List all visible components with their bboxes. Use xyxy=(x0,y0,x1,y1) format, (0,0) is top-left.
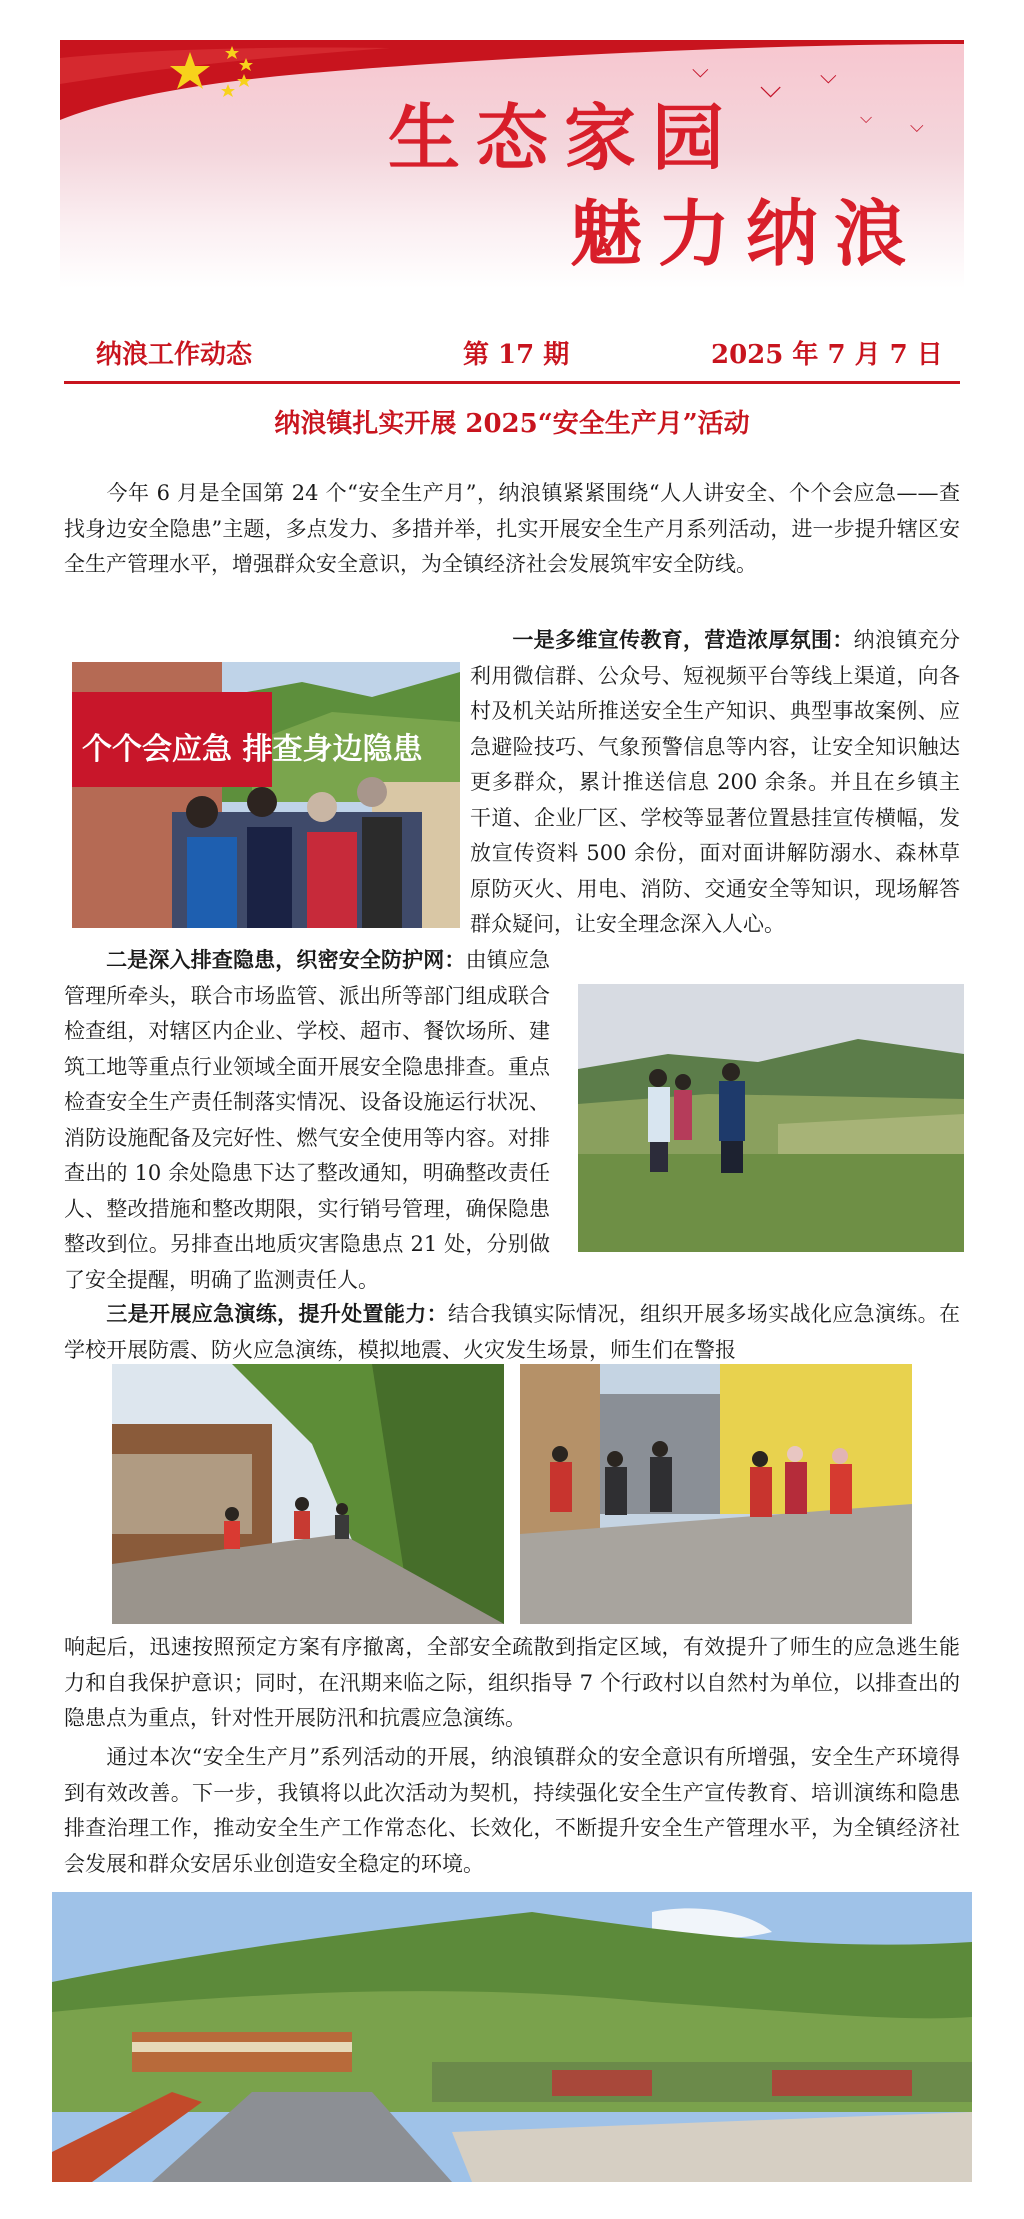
star-icon xyxy=(221,84,235,97)
bird-icon: ⌵ xyxy=(820,64,837,89)
section1-title: 一是多维宣传教育，营造浓厚氛围： xyxy=(512,627,854,652)
photo-drill-village-street xyxy=(520,1364,912,1624)
intro-paragraph xyxy=(64,476,960,583)
header-banner xyxy=(60,40,964,288)
article-headline: 纳浪镇扎实开展 2025“安全生产月”活动 xyxy=(274,409,750,439)
section3-title: 三是开展应急演练，提升处置能力： xyxy=(106,1301,448,1326)
section1-body: 纳浪镇充分利用微信群、公众号、短视频平台等线上渠道，向各村及机关站所推送安全生产知识、典型事故案例、应急避险技巧、气象预警信息等内容，让安全知识触达更多群众，累计推送信息 200 余条。并且在乡镇主干道、企业厂区、学校等显著位置悬挂宣传横幅，发放宣传资料 500 余份，面对面讲解防溺水、森林草原防灭火、用电、消防、交通安全等知识，现场解答群众疑问，让安全理念深入人心。 xyxy=(470,628,961,936)
conclusion-paragraph xyxy=(64,1740,960,1882)
photo-banner-text: 个个会应急 排查身边隐患 xyxy=(82,732,423,767)
banner-title-line1: 生态家园 xyxy=(388,95,741,180)
bird-icon: ⌵ xyxy=(910,116,924,137)
issue-date: 2025 年 7 月 7 日 xyxy=(711,340,943,370)
section3-body-a: 结合我镇实际情况，组织开展多场实战化应急演练。在学校开展防震、防火应急演练，模拟地震、火灾发生场景，师生们在警报 xyxy=(64,1302,961,1362)
bird-icon: ⌵ xyxy=(692,58,709,83)
issue-number: 第 17 期 xyxy=(463,340,570,370)
section3-body-b: 响起后，迅速按照预定方案有序撤离，全部安全疏散到指定区域，有效提升了师生的应急逃生能力和自我保护意识；同时，在汛期来临之际，组织指导 7 个行政村以自然村为单位，以排查出的隐患点为重点，针对性开展防汛和抗震应急演练。 xyxy=(64,1635,960,1730)
section2-body: 由镇应急管理所牵头，联合市场监管、派出所等部门组成联合检查组，对辖区内企业、学校、超市、餐饮场所、建筑工地等重点行业领域全面开展安全隐患排查。重点检查安全生产责任制落实情况、设备设施运行状况、消防设施配备及完好性、燃气安全使用等内容。对排查出的 10 余处隐患下达了整改通知，明确整改责任人、整改措施和整改期限，实行销号管理，确保隐患整改到位。另排查出地质灾害隐患点 21 处，分别做了安全提醒，明确了监测责任人。 xyxy=(64,948,551,1292)
publication-name: 纳浪工作动态 xyxy=(96,340,253,370)
section2-title: 二是深入排查隐患，织密安全防护网： xyxy=(106,947,466,972)
banner-title-line2: 魅力纳浪 xyxy=(570,191,923,276)
bird-icon: ⌵ xyxy=(760,71,782,104)
section3-paragraph-a xyxy=(64,1296,960,1368)
section2-paragraph xyxy=(64,942,960,1298)
conclusion-text: 通过本次“安全生产月”系列活动的开展，纳浪镇群众的安全意识有所增强，安全生产环境得到有效改善。下一步，我镇将以此次活动为契机，持续强化安全生产宣传教育、培训演练和隐患排查治理工作，推动安全生产工作常态化、长效化，不断提升安全生产管理水平，为全镇经济社会发展和群众安居乐业创造安全稳定的环境。 xyxy=(64,1745,960,1876)
section3-paragraph-b xyxy=(64,1630,960,1737)
photo-drill-evacuation-road xyxy=(112,1364,504,1624)
masthead-rule xyxy=(64,381,960,384)
photo-town-landscape xyxy=(52,1892,972,2182)
intro-text: 今年 6 月是全国第 24 个“安全生产月”，纳浪镇紧紧围绕“人人讲安全、个个会应急——查找身边安全隐患”主题，多点发力、多措并举，扎实开展安全生产月系列活动，进一步提升辖区安全生产管理水平，增强群众安全意识，为全镇经济社会发展筑牢安全防线。 xyxy=(64,481,960,576)
section1-paragraph xyxy=(64,622,960,977)
bird-icon: ⌵ xyxy=(860,108,873,127)
